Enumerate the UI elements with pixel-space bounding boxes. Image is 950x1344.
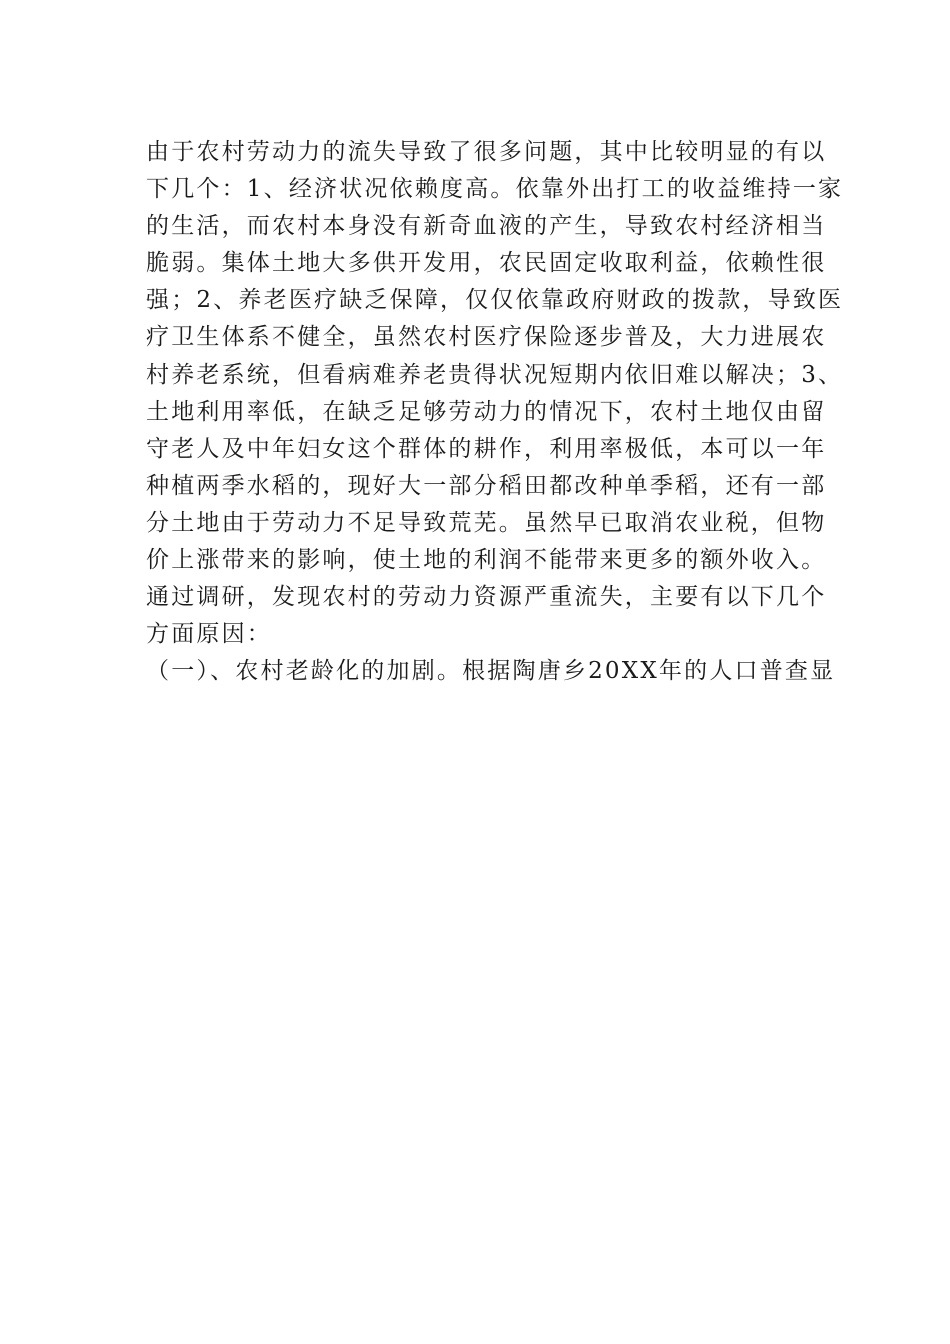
text-line: 方面原因：	[146, 621, 272, 648]
text-line: 下几个：1、经济状况依赖度高。依靠外出打工的收益维持一家	[146, 176, 844, 203]
text-line: 村养老系统，但看病难养老贵得状况短期内依旧难以解决；3、	[146, 361, 844, 388]
text-line: 由于农村劳动力的流失导致了很多问题，其中比较明显的有以	[146, 139, 827, 165]
text-line: 土地利用率低，在缺乏足够劳动力的情况下，农村土地仅由留	[146, 398, 827, 425]
text-line: 通过调研，发现农村的劳动力资源严重流失，主要有以下几个	[146, 584, 827, 611]
text-line: 的生活，而农村本身没有新奇血液的产生，导致农村经济相当	[146, 213, 827, 240]
text-line: 种植两季水稻的，现好大一部分稻田都改种单季稻，还有一部	[146, 472, 827, 499]
text-line: 强；2、养老医疗缺乏保障，仅仅依靠政府财政的拨款，导致医	[146, 287, 844, 314]
text-line: 守老人及中年妇女这个群体的耕作，利用率极低，本可以一年	[146, 435, 827, 462]
text-line: （一）、农村老龄化的加剧。根据陶唐乡20XX年的人口普查显	[146, 658, 836, 685]
text-line: 疗卫生体系不健全，虽然农村医疗保险逐步普及，大力进展农	[146, 324, 827, 351]
text-line: 价上涨带来的影响，使土地的利润不能带来更多的额外收入。	[146, 547, 827, 574]
text-line: 分土地由于劳动力不足导致荒芜。虽然早已取消农业税，但物	[146, 509, 827, 536]
body-text	[146, 134, 844, 690]
text-line: 脆弱。集体土地大多供开发用，农民固定收取利益，依赖性很	[146, 250, 827, 277]
